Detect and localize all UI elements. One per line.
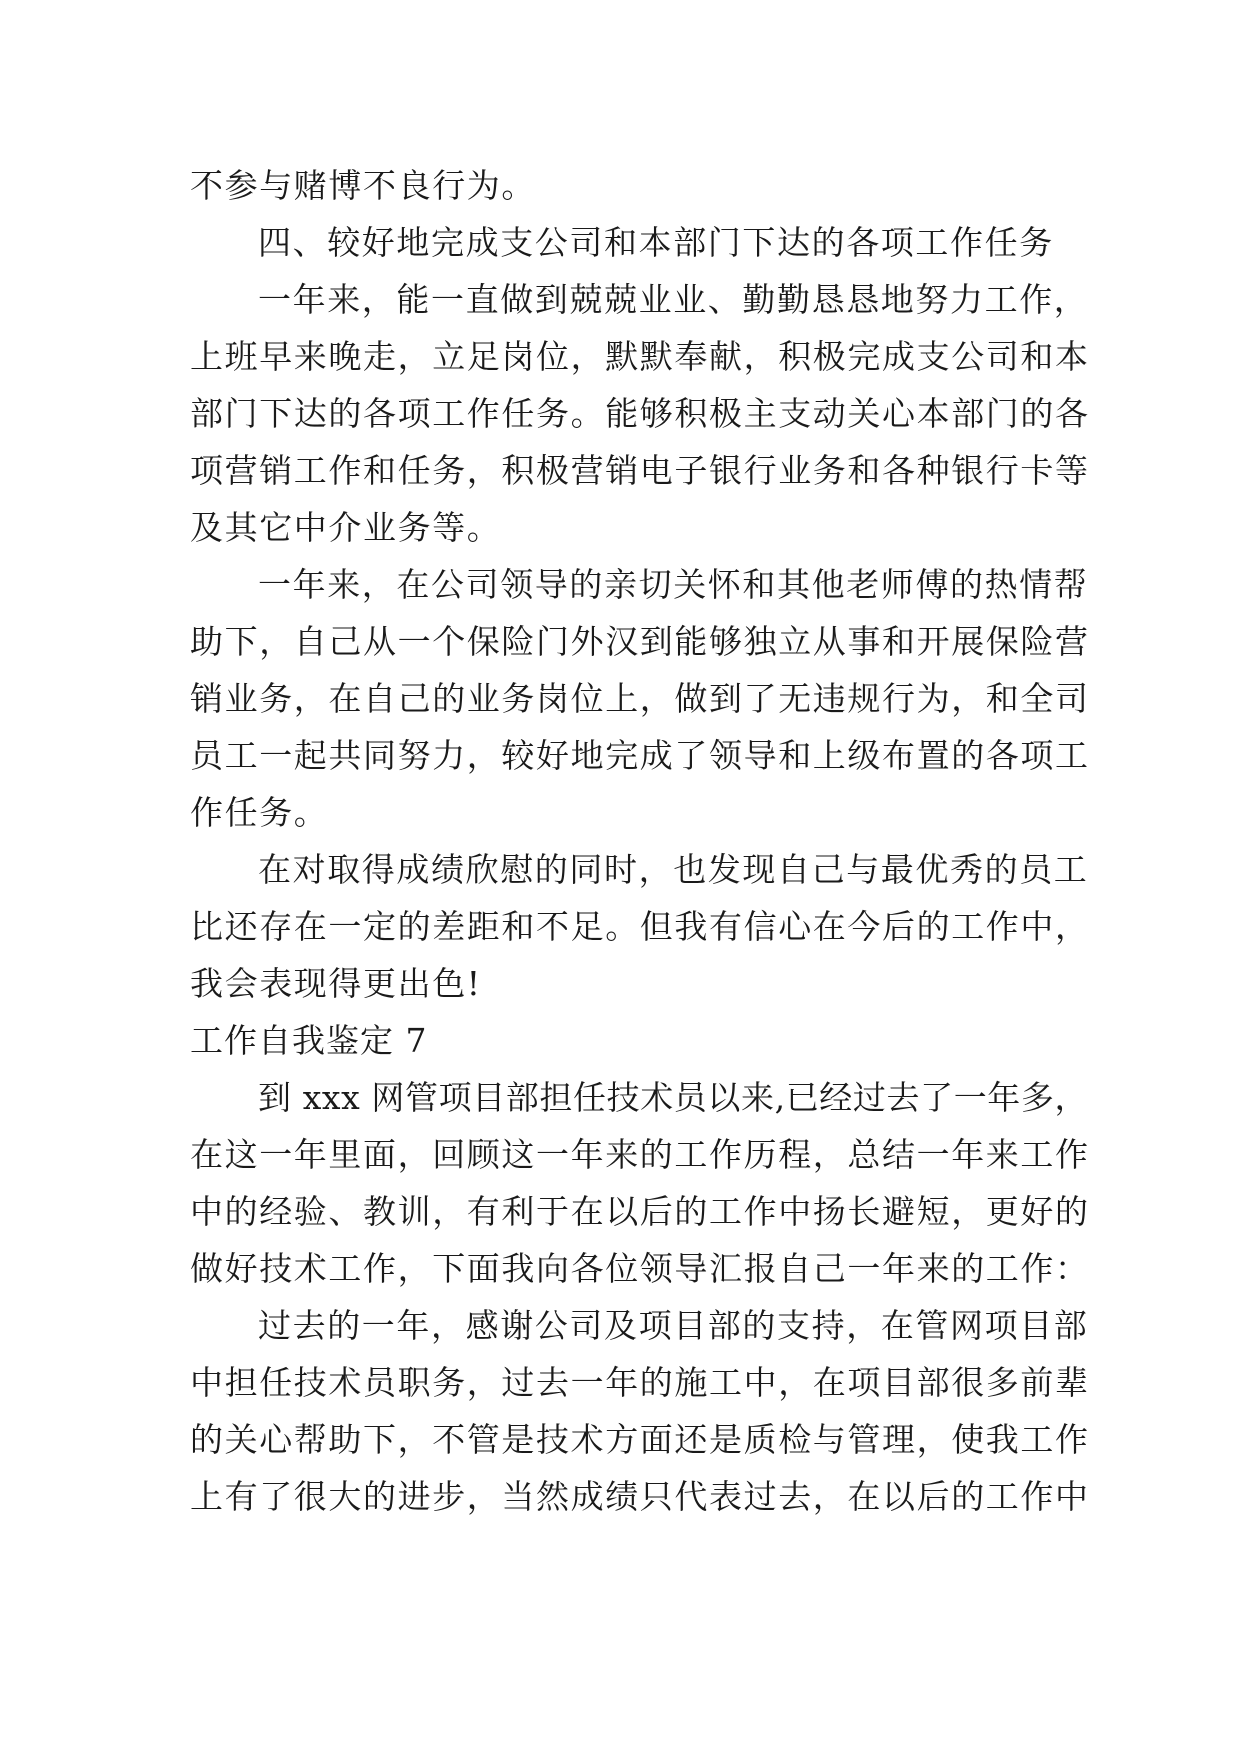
text-line: 上有了很大的进步，当然成绩只代表过去，在以后的工作中 <box>190 1477 1090 1516</box>
text-line: 销业务，在自己的业务岗位上，做到了无违规行为，和全司 <box>190 679 1090 718</box>
text-line: 过去的一年，感谢公司及项目部的支持，在管网项目部 <box>258 1306 1089 1345</box>
text-line: 作任务。 <box>190 793 329 832</box>
text-line: 做好技术工作，下面我向各位领导汇报自己一年来的工作： <box>190 1249 1090 1288</box>
section-title: 工作自我鉴定 7 <box>190 1021 428 1060</box>
text-line: 在这一年里面，回顾这一年来的工作历程，总结一年来工作 <box>190 1135 1090 1174</box>
text-line: 助下，自己从一个保险门外汉到能够独立从事和开展保险营 <box>190 622 1090 661</box>
text-line: 一年来，在公司领导的亲切关怀和其他老师傅的热情帮 <box>258 565 1089 604</box>
text-line: 的关心帮助下，不管是技术方面还是质检与管理，使我工作 <box>190 1420 1090 1459</box>
text-line: 中的经验、教训，有利于在以后的工作中扬长避短，更好的 <box>190 1192 1090 1231</box>
text-line: 上班早来晚走，立足岗位，默默奉献，积极完成支公司和本 <box>190 337 1090 376</box>
section-heading: 四、较好地完成支公司和本部门下达的各项工作任务 <box>258 223 1054 262</box>
text-line: 项营销工作和任务，积极营销电子银行业务和各种银行卡等 <box>190 451 1090 490</box>
text-line: 在对取得成绩欣慰的同时，也发现自己与最优秀的员工 <box>258 850 1089 889</box>
text-line: 比还存在一定的差距和不足。但我有信心在今后的工作中， <box>190 907 1090 946</box>
text-line: 不参与赌博不良行为。 <box>190 166 536 205</box>
text-line: 我会表现得更出色! <box>190 964 482 1003</box>
text-line: 一年来，能一直做到兢兢业业、勤勤恳恳地努力工作， <box>258 280 1089 319</box>
text-line: 部门下达的各项工作任务。能够积极主支动关心本部门的各 <box>190 394 1090 433</box>
text-line: 到 xxx 网管项目部担任技术员以来,已经过去了一年多， <box>258 1078 1089 1117</box>
text-line: 员工一起共同努力，较好地完成了领导和上级布置的各项工 <box>190 736 1090 775</box>
text-line: 中担任技术员职务，过去一年的施工中，在项目部很多前辈 <box>190 1363 1090 1402</box>
text-line: 及其它中介业务等。 <box>190 508 502 547</box>
